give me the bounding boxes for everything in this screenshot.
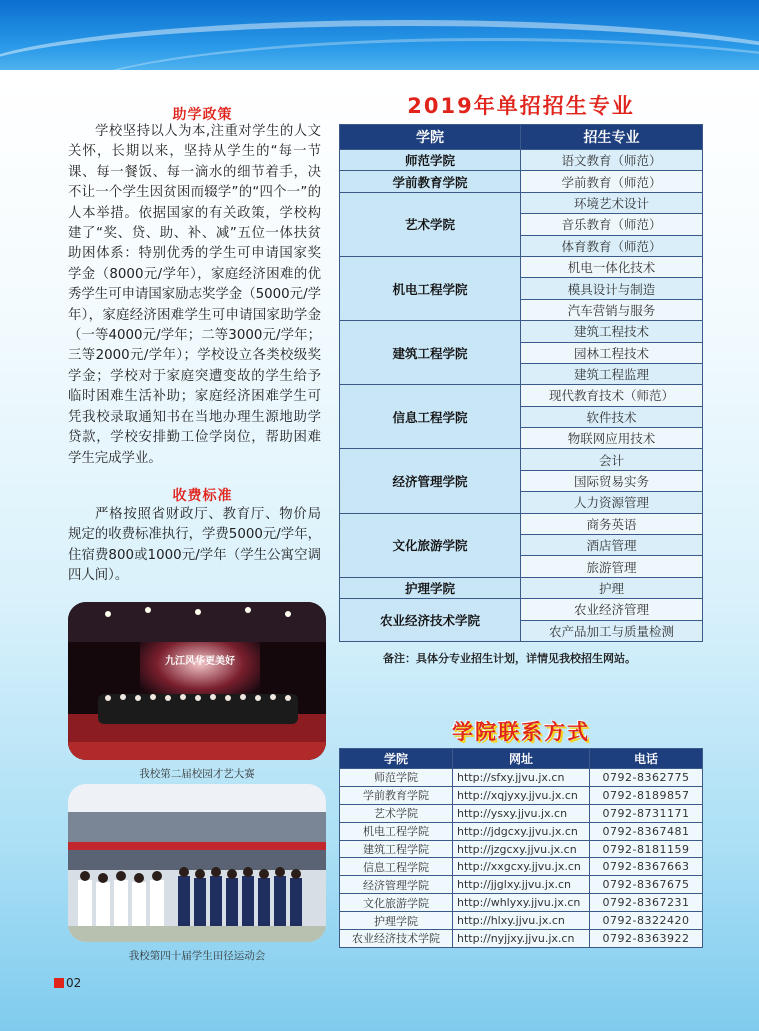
majors-row	[340, 171, 703, 192]
talent-show-illustration	[68, 602, 326, 760]
contact-website-link[interactable]: http://sfxy.jjvu.jx.cn	[453, 769, 590, 787]
contact-website-link[interactable]: http://jdgcxy.jjvu.jx.cn	[453, 822, 590, 840]
major-cell: 园林工程技术	[521, 342, 703, 363]
fees-title: 收费标准	[172, 488, 233, 504]
major-cell: 物联网应用技术	[521, 428, 703, 449]
fees-text: 严格按照省财政厅、教育厅、物价局规定的收费标准执行，学费5000元/学年，住宿费800或1000元/学年（学生公寓空调四人间）。	[68, 507, 321, 584]
contacts-row	[340, 769, 703, 787]
contact-website-link[interactable]: http://jjglxy.jjvu.jx.cn	[453, 876, 590, 894]
majors-header-row	[340, 125, 703, 150]
contact-website-link[interactable]: http://whlyxy.jjvu.jx.cn	[453, 894, 590, 912]
contacts-row	[340, 912, 703, 930]
major-cell: 汽车营销与服务	[521, 299, 703, 320]
major-cell: 语文教育（师范）	[521, 150, 703, 171]
major-cell: 护理	[521, 577, 703, 598]
contacts-row	[340, 804, 703, 822]
contacts-header-row	[340, 749, 703, 769]
contact-phone-cell: 0792-8189857	[590, 786, 703, 804]
major-cell: 软件技术	[521, 406, 703, 427]
page-number	[54, 976, 81, 990]
college-cell: 护理学院	[340, 577, 521, 598]
contacts-row	[340, 822, 703, 840]
header-major: 招生专业	[521, 125, 703, 150]
major-cell: 商务英语	[521, 513, 703, 534]
major-cell: 农产品加工与质量检测	[521, 620, 703, 641]
college-cell: 建筑工程学院	[340, 321, 521, 385]
college-cell: 信息工程学院	[340, 385, 521, 449]
contact-phone-cell: 0792-8367481	[590, 822, 703, 840]
major-cell: 现代教育技术（师范）	[521, 385, 703, 406]
contact-phone-cell: 0792-8367663	[590, 858, 703, 876]
contacts-title: 学院联系方式	[452, 720, 590, 744]
contacts-row	[340, 786, 703, 804]
majors-row	[340, 385, 703, 406]
contact-website-link[interactable]: http://xxgcxy.jjvu.jx.cn	[453, 858, 590, 876]
aid-text: 学校坚持以人为本,注重对学生的人文关怀，长期以来，坚持从学生的“每一节课、每一餐饭、每一滴水的细节着手，决不让一个学生因贫困而辍学”的“四个一”的人本举措。依据国家的有关政策，学校构建了“奖、贷、助、补、减”五位一体扶贫助困体系：特别优秀的学生可申请国家奖学金（8000元/学年），家庭经济困难的优秀学生可申请国家励志奖学金（5000元/学年），家庭经济困难学生可申请国家助学金（一等4000元/学年；二等3000元/学年；三等2000元/学年）；学校设立各类校级奖学金；学校对于家庭突遭变故的学生给予临时困难生活补助；家庭经济困难学生可凭我校录取通知书在当地办理生源地助学贷款，学校安排勤工俭学岗位，帮助困难学生完成学业。	[68, 124, 321, 466]
major-cell: 模具设计与制造	[521, 278, 703, 299]
contact-website-link[interactable]: http://jzgcxy.jjvu.jx.cn	[453, 840, 590, 858]
major-cell: 旅游管理	[521, 556, 703, 577]
majors-table	[339, 124, 703, 642]
talent-show-photo	[68, 602, 326, 760]
contacts-table	[339, 748, 703, 948]
contact-website-link[interactable]: http://nyjjxy.jjvu.jx.cn	[453, 930, 590, 948]
major-cell: 农业经济管理	[521, 599, 703, 620]
majors-row	[340, 150, 703, 171]
majors-row	[340, 321, 703, 342]
contact-college-cell: 信息工程学院	[340, 858, 453, 876]
majors-title: 2019年单招招生专业	[407, 94, 635, 118]
contacts-row	[340, 858, 703, 876]
contact-phone-cell: 0792-8363922	[590, 930, 703, 948]
photo-caption-talent: 我校第二届校园才艺大赛	[139, 768, 255, 780]
major-cell: 国际贸易实务	[521, 470, 703, 491]
page-marker	[54, 978, 64, 988]
major-cell: 学前教育（师范）	[521, 171, 703, 192]
major-cell: 体育教育（师范）	[521, 235, 703, 256]
majors-row	[340, 449, 703, 470]
contact-phone-cell: 0792-8367231	[590, 894, 703, 912]
contacts-row	[340, 894, 703, 912]
contact-college-cell: 学前教育学院	[340, 786, 453, 804]
contact-phone-cell: 0792-8362775	[590, 769, 703, 787]
contact-phone-cell: 0792-8731171	[590, 804, 703, 822]
contact-college-cell: 艺术学院	[340, 804, 453, 822]
contact-website-link[interactable]: http://hlxy.jjvu.jx.cn	[453, 912, 590, 930]
majors-row	[340, 599, 703, 620]
major-cell: 建筑工程技术	[521, 321, 703, 342]
majors-row	[340, 577, 703, 598]
header-college: 学院	[340, 749, 453, 769]
major-cell: 机电一体化技术	[521, 256, 703, 277]
college-cell: 学前教育学院	[340, 171, 521, 192]
major-cell: 环境艺术设计	[521, 192, 703, 213]
contacts-row	[340, 930, 703, 948]
majors-note: 备注：具体分专业招生计划，详情见我校招生网站。	[383, 652, 636, 665]
college-cell: 农业经济技术学院	[340, 599, 521, 642]
majors-row	[340, 513, 703, 534]
page-number-text: 02	[66, 976, 82, 990]
header-college: 学院	[340, 125, 521, 150]
contact-college-cell: 经济管理学院	[340, 876, 453, 894]
photo-caption-sports: 我校第四十届学生田径运动会	[128, 950, 266, 962]
header-phone: 电话	[590, 749, 703, 769]
sports-meet-photo	[68, 784, 326, 942]
contact-college-cell: 师范学院	[340, 769, 453, 787]
major-cell: 人力资源管理	[521, 492, 703, 513]
major-cell: 会计	[521, 449, 703, 470]
contact-website-link[interactable]: http://xqjyxy.jjvu.jx.cn	[453, 786, 590, 804]
contact-college-cell: 农业经济技术学院	[340, 930, 453, 948]
contact-college-cell: 护理学院	[340, 912, 453, 930]
major-cell: 建筑工程监理	[521, 363, 703, 384]
sports-meet-illustration	[68, 784, 326, 942]
contact-phone-cell: 0792-8322420	[590, 912, 703, 930]
majors-row	[340, 192, 703, 213]
major-cell: 酒店管理	[521, 535, 703, 556]
stage-banner-text: 九江风华更美好	[165, 656, 235, 667]
college-cell: 文化旅游学院	[340, 513, 521, 577]
majors-row	[340, 256, 703, 277]
major-cell: 音乐教育（师范）	[521, 214, 703, 235]
college-cell: 艺术学院	[340, 192, 521, 256]
top-banner	[0, 0, 759, 80]
college-cell: 师范学院	[340, 150, 521, 171]
college-cell: 经济管理学院	[340, 449, 521, 513]
header-website: 网址	[453, 749, 590, 769]
contact-college-cell: 文化旅游学院	[340, 894, 453, 912]
contact-phone-cell: 0792-8181159	[590, 840, 703, 858]
aid-title: 助学政策	[172, 107, 233, 123]
contact-phone-cell: 0792-8367675	[590, 876, 703, 894]
contact-college-cell: 机电工程学院	[340, 822, 453, 840]
contact-college-cell: 建筑工程学院	[340, 840, 453, 858]
contact-website-link[interactable]: http://ysxy.jjvu.jx.cn	[453, 804, 590, 822]
contacts-row	[340, 840, 703, 858]
college-cell: 机电工程学院	[340, 256, 521, 320]
contacts-row	[340, 876, 703, 894]
banner-edge	[0, 70, 759, 84]
